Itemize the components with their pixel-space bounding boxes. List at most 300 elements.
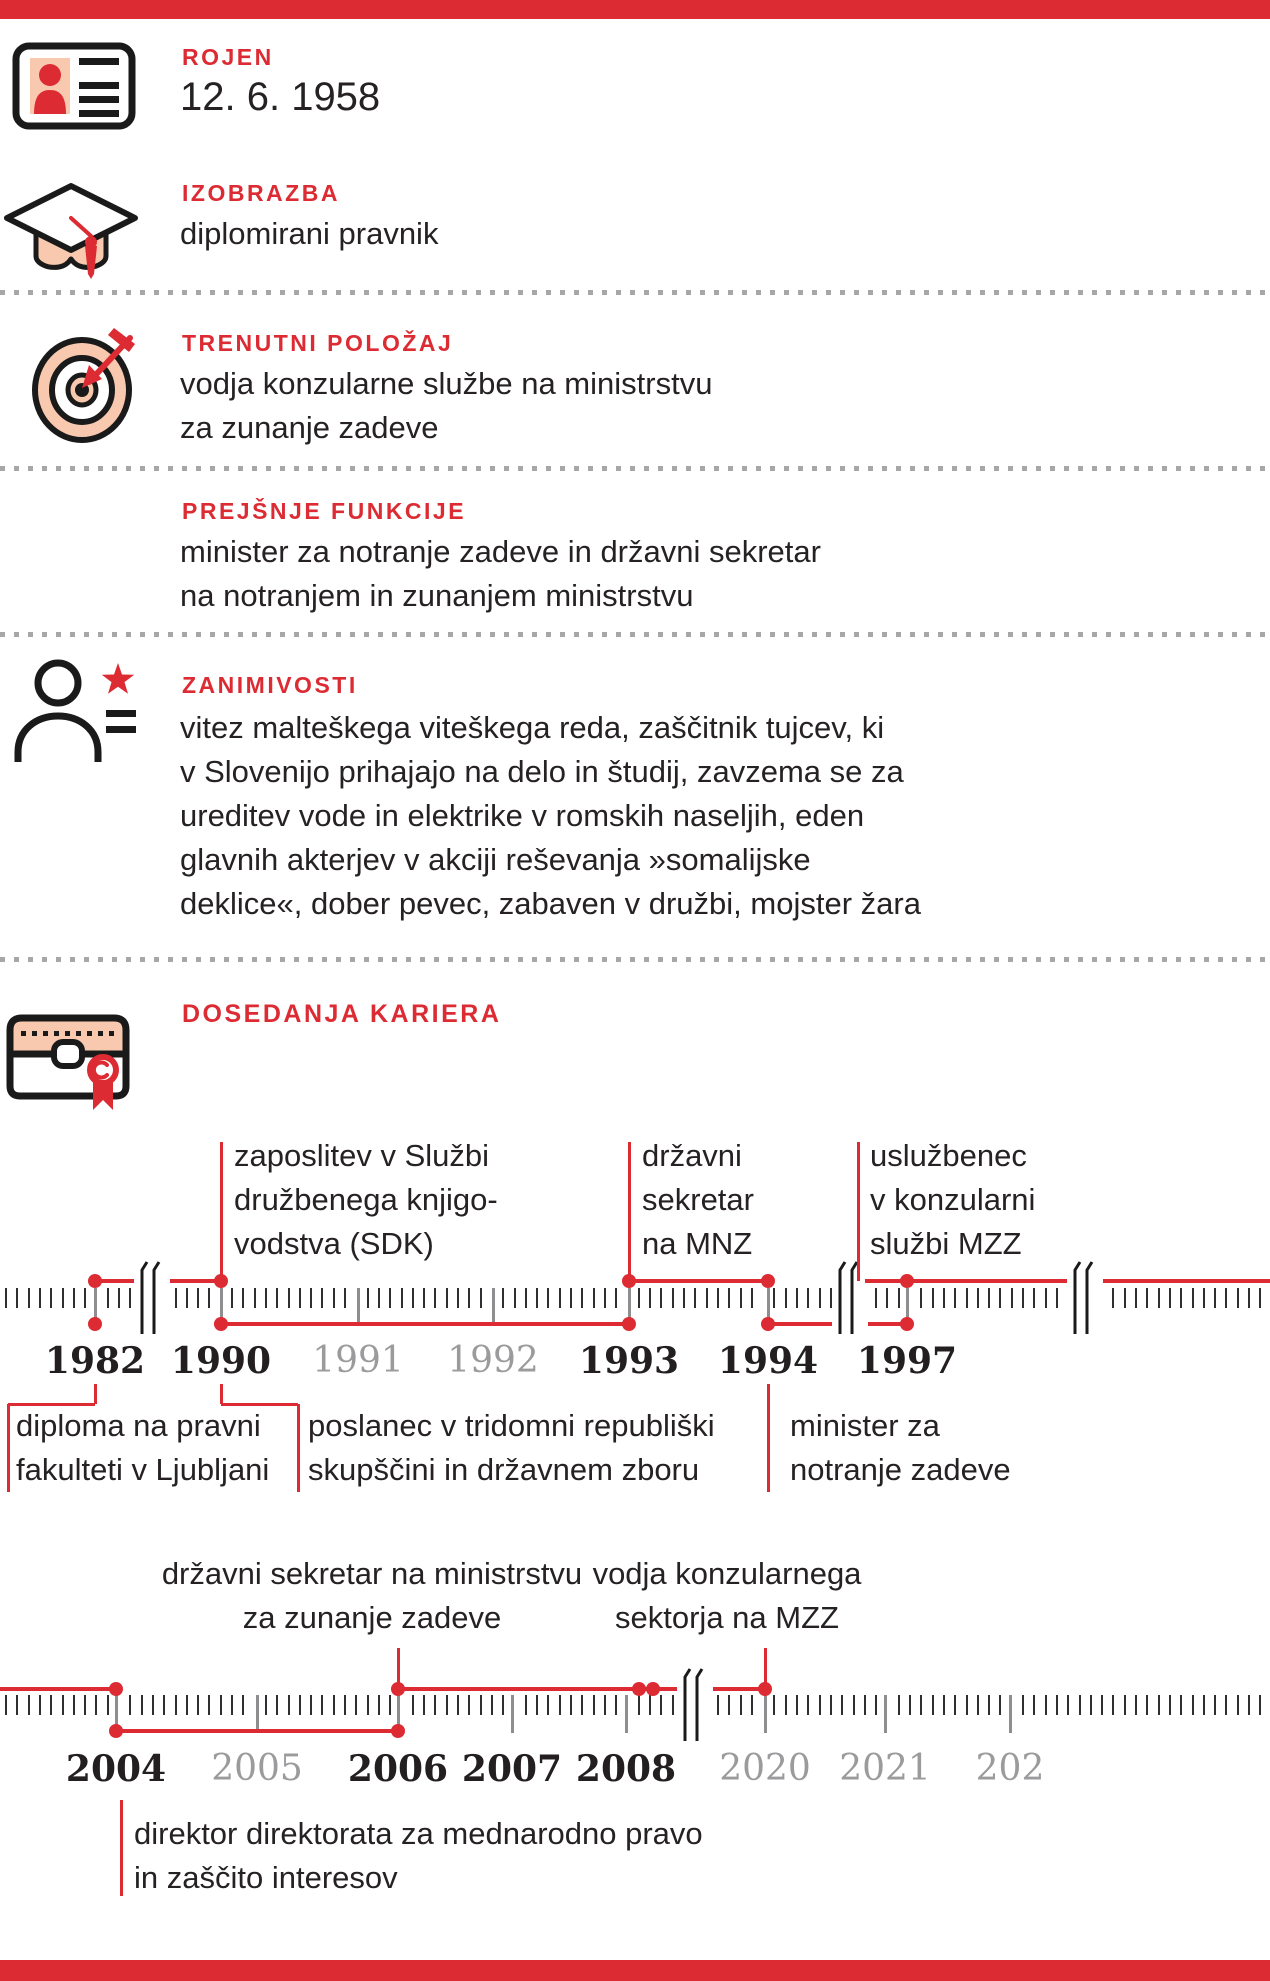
timeline-annotation (790, 1404, 1011, 1492)
timeline-annotation (870, 1134, 1035, 1266)
timeline-minor-tick (1022, 1695, 1024, 1715)
timeline-minor-tick (830, 1695, 832, 1715)
timeline-minor-tick (344, 1288, 346, 1308)
timeline-year-label: 1997 (856, 1340, 958, 1382)
timeline-period-line (1103, 1279, 1270, 1283)
timeline-minor-tick (186, 1695, 188, 1715)
timeline-minor-tick (389, 1288, 391, 1308)
timeline-minor-tick (412, 1695, 414, 1715)
timeline-minor-tick (932, 1695, 934, 1715)
timeline-annotation-line: direktor direktorata za mednarodno pravo (134, 1816, 703, 1851)
dotted-separator (0, 632, 1270, 637)
timeline-minor-tick (5, 1288, 7, 1308)
timeline-minor-tick (570, 1288, 572, 1308)
timeline-minor-tick (5, 1695, 7, 1715)
timeline-minor-tick (977, 1695, 979, 1715)
timeline-year-label: 2007 (461, 1748, 563, 1790)
timeline-minor-tick (62, 1695, 64, 1715)
timeline-annotation-line: na MNZ (642, 1226, 753, 1261)
timeline-annotation-line: skupščini in državnem zboru (308, 1452, 700, 1487)
timeline-event-dot (88, 1274, 102, 1288)
graduation-cap-icon (0, 182, 142, 285)
timeline-minor-tick (288, 1695, 290, 1715)
timeline-event-dot (900, 1317, 914, 1331)
timeline-minor-tick (95, 1695, 97, 1715)
timeline-minor-tick (446, 1695, 448, 1715)
timeline-minor-tick (457, 1288, 459, 1308)
timeline-minor-tick (333, 1288, 335, 1308)
timeline-minor-tick (1146, 1288, 1148, 1308)
timeline-event-dot (761, 1317, 775, 1331)
timeline-minor-tick (288, 1288, 290, 1308)
timeline-minor-tick (864, 1695, 866, 1715)
timeline-minor-tick (593, 1288, 595, 1308)
timeline-minor-tick (807, 1288, 809, 1308)
section-title-trenutni-polozaj: TRENUTNI POLOŽAJ (182, 330, 454, 356)
previous-positions-line-1: minister za notranje zadeve in državni sekretar (180, 534, 821, 569)
timeline-minor-tick (977, 1288, 979, 1308)
timeline-year-label: 1982 (44, 1340, 146, 1382)
timeline-minor-tick (39, 1695, 41, 1715)
timeline-minor-tick (378, 1695, 380, 1715)
timeline-annotation-line: državni (642, 1138, 742, 1173)
timeline-minor-tick (604, 1288, 606, 1308)
section-title-izobrazba: IZOBRAZBA (182, 180, 340, 206)
timeline-period-line (221, 1322, 629, 1326)
timeline-break-icon (1070, 1260, 1100, 1343)
timeline-event-dot (88, 1317, 102, 1331)
timeline-minor-tick (570, 1695, 572, 1715)
timeline-annotation (642, 1134, 754, 1266)
trivia-line-4: glavnih akterjev v akciji reševanja »somalijske (180, 842, 811, 877)
timeline-year-tick (511, 1695, 514, 1733)
timeline-minor-tick (999, 1288, 1001, 1308)
current-position-line-2: za zunanje zadeve (180, 410, 439, 445)
timeline-minor-tick (378, 1288, 380, 1308)
timeline-minor-tick (321, 1695, 323, 1715)
timeline-minor-tick (819, 1695, 821, 1715)
timeline-minor-tick (50, 1695, 52, 1715)
timeline-minor-tick (785, 1288, 787, 1308)
timeline-minor-tick (853, 1695, 855, 1715)
timeline-minor-tick (1135, 1288, 1137, 1308)
timeline-minor-tick (1022, 1288, 1024, 1308)
timeline-minor-tick (898, 1695, 900, 1715)
timeline-annotation (537, 1552, 917, 1640)
timeline-minor-tick (231, 1695, 233, 1715)
timeline-minor-tick (728, 1695, 730, 1715)
timeline-minor-tick (638, 1695, 640, 1715)
timeline-minor-tick (129, 1288, 131, 1308)
timeline-minor-tick (457, 1695, 459, 1715)
timeline-minor-tick (1214, 1695, 1216, 1715)
timeline-minor-tick (999, 1695, 1001, 1715)
timeline-minor-tick (920, 1695, 922, 1715)
timeline-minor-tick (638, 1288, 640, 1308)
timeline-minor-tick (830, 1288, 832, 1308)
timeline-minor-tick (84, 1288, 86, 1308)
timeline-minor-tick (683, 1288, 685, 1308)
timeline-minor-tick (672, 1695, 674, 1715)
timeline-minor-tick (717, 1288, 719, 1308)
timeline-minor-tick (1112, 1288, 1114, 1308)
timeline-minor-tick (966, 1288, 968, 1308)
trivia-line-1: vitez malteškega viteškega reda, zaščitnik tujcev, ki (180, 710, 885, 745)
timeline-break-icon (137, 1260, 167, 1343)
timeline-minor-tick (1203, 1695, 1205, 1715)
timeline-minor-tick (265, 1695, 267, 1715)
timeline-minor-tick (807, 1695, 809, 1715)
timeline-minor-tick (242, 1695, 244, 1715)
timeline-year-tick (625, 1695, 628, 1733)
timeline-minor-tick (649, 1695, 651, 1715)
timeline-annotation (16, 1404, 269, 1492)
timeline-year-tick (884, 1695, 887, 1733)
timeline-year-tick (764, 1695, 767, 1733)
timeline-event-dot (214, 1317, 228, 1331)
timeline-event-dot (622, 1317, 636, 1331)
timeline-minor-tick (1225, 1288, 1227, 1308)
trivia-text (180, 706, 921, 926)
timeline-minor-tick (344, 1695, 346, 1715)
timeline-minor-tick (389, 1695, 391, 1715)
timeline-minor-tick (16, 1288, 18, 1308)
timeline-connector (220, 1384, 223, 1404)
timeline-year-tick (256, 1695, 259, 1733)
timeline-minor-tick (367, 1288, 369, 1308)
timeline-minor-tick (1101, 1695, 1103, 1715)
timeline-minor-tick (886, 1288, 888, 1308)
section-title-prejsnje-funkcije: PREJŠNJE FUNKCIJE (182, 498, 467, 524)
timeline-annotation-line: fakulteti v Ljubljani (16, 1452, 270, 1487)
trivia-line-5: deklice«, dober pevec, zabaven v družbi, mojster žara (180, 886, 921, 921)
timeline-minor-tick (1169, 1288, 1171, 1308)
timeline-minor-tick (175, 1695, 177, 1715)
timeline-minor-tick (751, 1288, 753, 1308)
timeline-minor-tick (73, 1288, 75, 1308)
timeline-minor-tick (773, 1695, 775, 1715)
timeline-minor-tick (434, 1695, 436, 1715)
timeline-minor-tick (265, 1288, 267, 1308)
timeline-minor-tick (502, 1288, 504, 1308)
timeline-connector (857, 1142, 860, 1281)
timeline-minor-tick (1112, 1695, 1114, 1715)
timeline-minor-tick (197, 1695, 199, 1715)
previous-positions-text (180, 530, 821, 618)
dotted-separator (0, 957, 1270, 962)
timeline-minor-tick (175, 1288, 177, 1308)
timeline-minor-tick (129, 1695, 131, 1715)
timeline-minor-tick (615, 1288, 617, 1308)
timeline-minor-tick (423, 1288, 425, 1308)
timeline-minor-tick (242, 1288, 244, 1308)
previous-positions-line-2: na notranjem in zunanjem ministrstvu (180, 578, 694, 613)
timeline-minor-tick (1225, 1695, 1227, 1715)
timeline-minor-tick (321, 1288, 323, 1308)
timeline-minor-tick (434, 1288, 436, 1308)
timeline-connector (120, 1800, 123, 1896)
timeline-minor-tick (943, 1695, 945, 1715)
timeline-minor-tick (1079, 1695, 1081, 1715)
timeline-minor-tick (84, 1695, 86, 1715)
timeline-minor-tick (740, 1695, 742, 1715)
timeline-annotation (234, 1134, 498, 1266)
timeline-year-label: 1990 (170, 1340, 272, 1382)
dotted-separator (0, 466, 1270, 471)
timeline-annotation (134, 1812, 703, 1900)
timeline-minor-tick (423, 1695, 425, 1715)
timeline-annotation-line: družbenega knjigo- (234, 1182, 498, 1217)
timeline-connector (628, 1142, 631, 1281)
timeline-connector (297, 1404, 300, 1492)
timeline-minor-tick (310, 1695, 312, 1715)
timeline-minor-tick (694, 1288, 696, 1308)
timeline-minor-tick (796, 1695, 798, 1715)
timeline-minor-tick (1056, 1695, 1058, 1715)
timeline-minor-tick (559, 1695, 561, 1715)
timeline-event-dot (109, 1682, 123, 1696)
timeline-minor-tick (1056, 1288, 1058, 1308)
timeline-connector (220, 1142, 223, 1281)
timeline-year-label: 1992 (447, 1340, 539, 1381)
timeline-connector (7, 1404, 10, 1492)
timeline-minor-tick (514, 1288, 516, 1308)
timeline-minor-tick (593, 1695, 595, 1715)
section-title-zanimivosti: ZANIMIVOSTI (182, 672, 358, 698)
timeline-minor-tick (649, 1288, 651, 1308)
timeline-minor-tick (141, 1695, 143, 1715)
timeline-year-label: 202 (975, 1748, 1045, 1789)
timeline-minor-tick (1203, 1288, 1205, 1308)
timeline-minor-tick (547, 1695, 549, 1715)
current-position-text (180, 362, 712, 450)
timeline-minor-tick (446, 1288, 448, 1308)
timeline-minor-tick (197, 1288, 199, 1308)
timeline-minor-tick (186, 1288, 188, 1308)
timeline-minor-tick (819, 1288, 821, 1308)
id-card-icon (12, 42, 136, 135)
timeline-minor-tick (1067, 1695, 1069, 1715)
timeline-minor-tick (875, 1695, 877, 1715)
timeline-minor-tick (740, 1288, 742, 1308)
timeline-annotation-line: službi MZZ (870, 1226, 1022, 1261)
timeline-minor-tick (1237, 1695, 1239, 1715)
timeline-connector (397, 1648, 400, 1689)
timeline-minor-tick (1259, 1695, 1261, 1715)
timeline-break-icon (835, 1260, 865, 1343)
timeline-event-dot (900, 1274, 914, 1288)
timeline-minor-tick (728, 1288, 730, 1308)
timeline-minor-tick (480, 1695, 482, 1715)
timeline-minor-tick (536, 1695, 538, 1715)
timeline-minor-tick (796, 1288, 798, 1308)
timeline-minor-tick (276, 1695, 278, 1715)
person-star-icon (6, 650, 148, 771)
timeline-minor-tick (310, 1288, 312, 1308)
timeline-minor-tick (1192, 1288, 1194, 1308)
timeline-connector (767, 1384, 770, 1492)
section-title-kariera: DOSEDANJA KARIERA (182, 1000, 502, 1028)
timeline-year-label: 2005 (211, 1748, 303, 1789)
timeline-year-label: 2020 (719, 1748, 811, 1789)
timeline-minor-tick (468, 1695, 470, 1715)
timeline-minor-tick (220, 1695, 222, 1715)
timeline-minor-tick (1169, 1695, 1171, 1715)
timeline-minor-tick (208, 1288, 210, 1308)
timeline-year-label: 2008 (575, 1748, 677, 1790)
current-position-line-1: vodja konzularne službe na ministrstvu (180, 366, 713, 401)
timeline-minor-tick (1033, 1288, 1035, 1308)
bottom-red-bar (0, 1960, 1270, 1981)
timeline-period-line (629, 1279, 768, 1283)
timeline-year-label: 1994 (717, 1340, 819, 1382)
timeline-minor-tick (1033, 1695, 1035, 1715)
timeline-year-tick (357, 1288, 360, 1326)
timeline-minor-tick (525, 1288, 527, 1308)
timeline-minor-tick (491, 1695, 493, 1715)
timeline-minor-tick (604, 1695, 606, 1715)
timeline-minor-tick (773, 1288, 775, 1308)
timeline-annotation-line: uslužbenec (870, 1138, 1027, 1173)
timeline-connector (94, 1384, 97, 1404)
timeline-minor-tick (1192, 1695, 1194, 1715)
timeline-minor-tick (1248, 1288, 1250, 1308)
timeline-event-dot (632, 1682, 646, 1696)
timeline-minor-tick (1045, 1288, 1047, 1308)
timeline-annotation-line: vodstva (SDK) (234, 1226, 434, 1261)
timeline-minor-tick (875, 1288, 877, 1308)
timeline-minor-tick (1011, 1288, 1013, 1308)
timeline-annotation-line: vodja konzularnega (592, 1556, 862, 1591)
timeline-minor-tick (163, 1695, 165, 1715)
timeline-minor-tick (208, 1695, 210, 1715)
timeline-minor-tick (468, 1288, 470, 1308)
timeline-minor-tick (988, 1695, 990, 1715)
timeline-minor-tick (1124, 1695, 1126, 1715)
timeline-annotation-line: diploma na pravni (16, 1408, 261, 1443)
timeline-minor-tick (50, 1288, 52, 1308)
timeline-annotation (308, 1404, 715, 1492)
timeline-minor-tick (1124, 1288, 1126, 1308)
timeline-annotation-line: sekretar (642, 1182, 754, 1217)
timeline-minor-tick (547, 1288, 549, 1308)
timeline-minor-tick (660, 1288, 662, 1308)
timeline-minor-tick (536, 1288, 538, 1308)
timeline-minor-tick (706, 1288, 708, 1308)
timeline-minor-tick (909, 1695, 911, 1715)
section-title-rojen: ROJEN (182, 44, 274, 70)
timeline-minor-tick (73, 1695, 75, 1715)
top-red-bar (0, 0, 1270, 19)
timeline-break-icon (680, 1667, 710, 1750)
trivia-line-3: ureditev vode in elektrike v romskih naseljih, eden (180, 798, 865, 833)
timeline-minor-tick (1158, 1288, 1160, 1308)
timeline-minor-tick (525, 1695, 527, 1715)
timeline-minor-tick (1090, 1695, 1092, 1715)
briefcase-icon (4, 996, 136, 1121)
timeline-minor-tick (988, 1288, 990, 1308)
timeline-annotation-line: za zunanje zadeve (242, 1600, 502, 1635)
timeline-annotation-line: notranje zadeve (790, 1452, 1011, 1487)
timeline-event-dot (646, 1682, 660, 1696)
education-value: diplomirani pravnik (180, 216, 439, 251)
timeline-minor-tick (1180, 1288, 1182, 1308)
timeline-minor-tick (581, 1288, 583, 1308)
timeline-minor-tick (920, 1288, 922, 1308)
timeline-minor-tick (581, 1695, 583, 1715)
timeline-year-label: 2021 (839, 1748, 931, 1789)
timeline-minor-tick (299, 1288, 301, 1308)
timeline-minor-tick (62, 1288, 64, 1308)
timeline-minor-tick (480, 1288, 482, 1308)
timeline-minor-tick (943, 1288, 945, 1308)
trivia-line-2: v Slovenijo prihajajo na delo in študij, zavzema se za (180, 754, 904, 789)
timeline-connector (764, 1648, 767, 1689)
timeline-annotation-line: minister za (790, 1408, 940, 1443)
timeline-minor-tick (932, 1288, 934, 1308)
timeline-minor-tick (1248, 1695, 1250, 1715)
timeline-annotation-line: v konzularni (870, 1182, 1036, 1217)
timeline-year-label: 2006 (347, 1748, 449, 1790)
dotted-separator (0, 290, 1270, 295)
timeline-minor-tick (1214, 1288, 1216, 1308)
timeline-minor-tick (16, 1695, 18, 1715)
timeline-event-dot (391, 1724, 405, 1738)
timeline-annotation-line: in zaščito interesov (134, 1860, 398, 1895)
timeline-year-tick (492, 1288, 495, 1326)
timeline-minor-tick (1146, 1695, 1148, 1715)
timeline-period-line (0, 1687, 116, 1691)
timeline-minor-tick (118, 1288, 120, 1308)
timeline-minor-tick (276, 1288, 278, 1308)
timeline-minor-tick (660, 1695, 662, 1715)
timeline-minor-tick (502, 1695, 504, 1715)
timeline-annotation-line: sektorja na MZZ (615, 1600, 839, 1635)
timeline-minor-tick (1135, 1695, 1137, 1715)
timeline-minor-tick (28, 1288, 30, 1308)
timeline-minor-tick (28, 1695, 30, 1715)
timeline-period-line (116, 1729, 398, 1733)
timeline-event-dot (109, 1724, 123, 1738)
timeline-minor-tick (1259, 1288, 1261, 1308)
timeline-minor-tick (785, 1695, 787, 1715)
timeline-minor-tick (1045, 1695, 1047, 1715)
timeline-minor-tick (401, 1288, 403, 1308)
timeline-minor-tick (107, 1288, 109, 1308)
timeline-year-label: 2004 (65, 1748, 167, 1790)
timeline-minor-tick (1158, 1695, 1160, 1715)
timeline-minor-tick (367, 1695, 369, 1715)
birth-date: 12. 6. 1958 (180, 75, 381, 119)
timeline-annotation-line: poslanec v tridomni republiški (308, 1408, 715, 1443)
timeline-minor-tick (1237, 1288, 1239, 1308)
timeline-minor-tick (355, 1695, 357, 1715)
timeline-minor-tick (954, 1288, 956, 1308)
timeline-minor-tick (672, 1288, 674, 1308)
timeline-minor-tick (39, 1288, 41, 1308)
timeline-minor-tick (254, 1288, 256, 1308)
timeline-year-label: 1993 (578, 1340, 680, 1382)
timeline-minor-tick (107, 1695, 109, 1715)
timeline-minor-tick (299, 1695, 301, 1715)
timeline-annotation-line: zaposlitev v Službi (234, 1138, 490, 1173)
timeline-minor-tick (898, 1288, 900, 1308)
timeline-minor-tick (954, 1695, 956, 1715)
timeline-minor-tick (1180, 1695, 1182, 1715)
timeline-minor-tick (751, 1695, 753, 1715)
timeline-period-line (858, 1279, 1067, 1283)
timeline-minor-tick (615, 1695, 617, 1715)
